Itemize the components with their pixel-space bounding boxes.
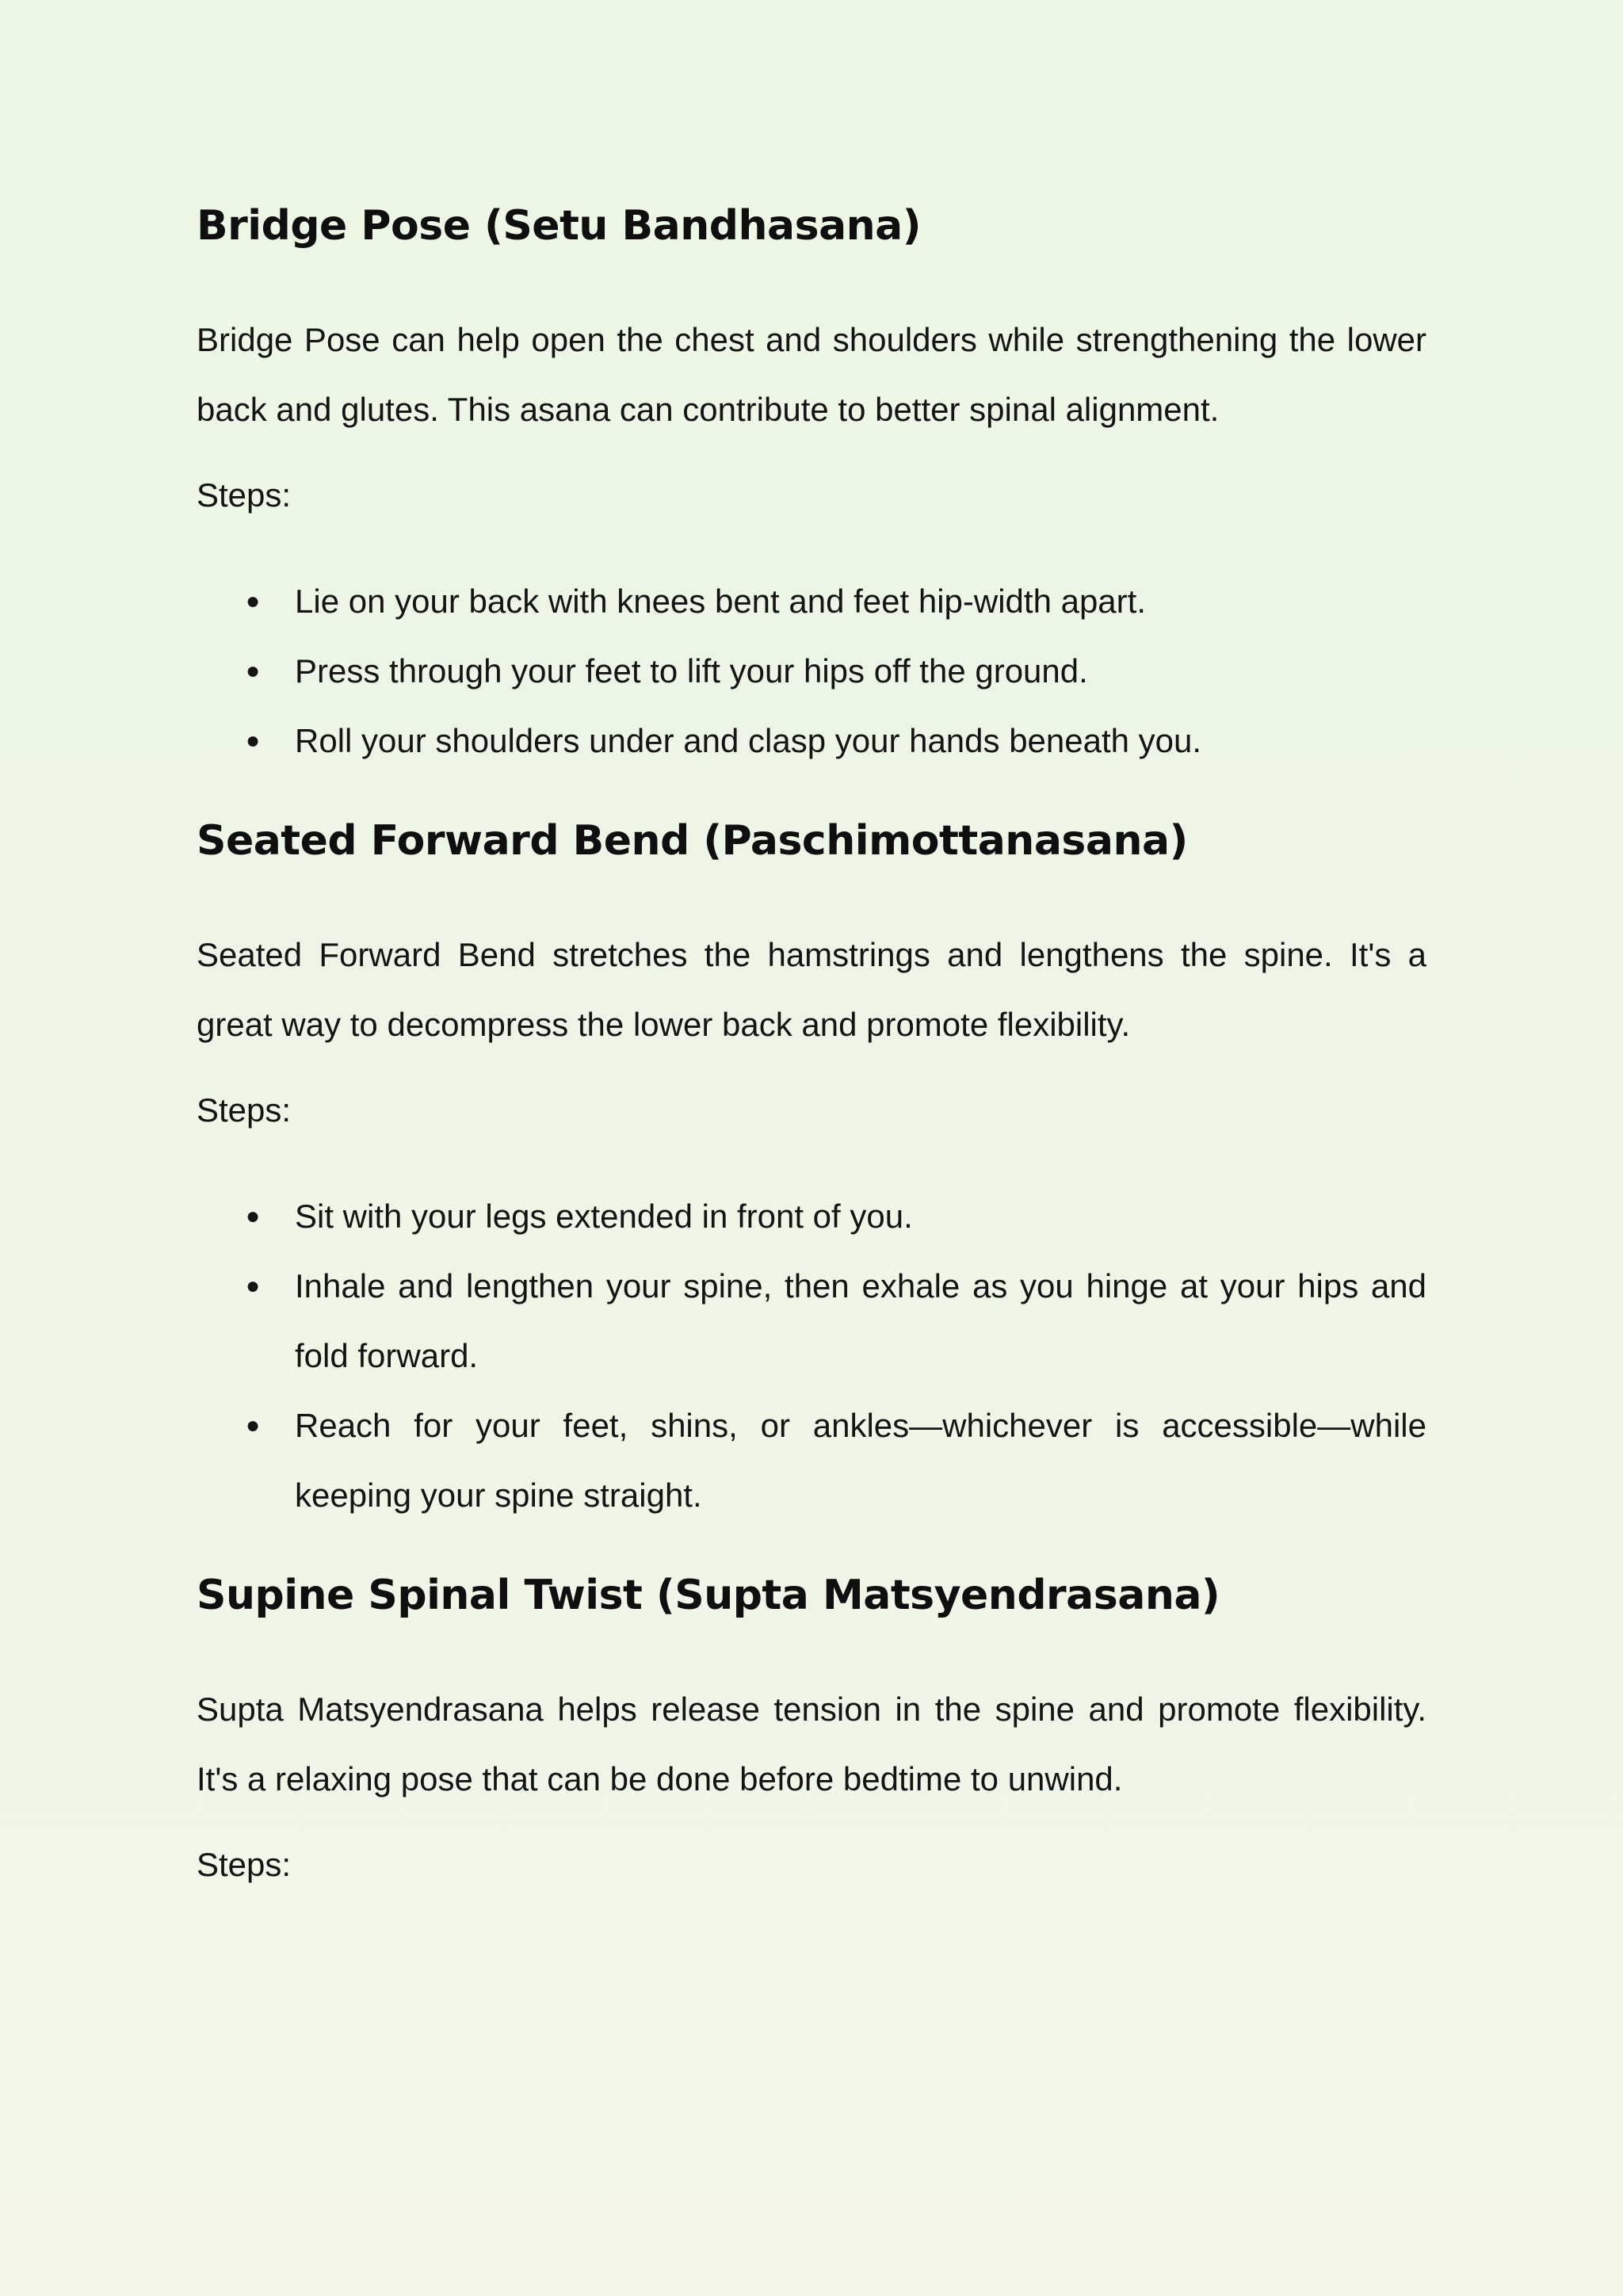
section-bridge-pose (197, 0, 1426, 776)
list-item (197, 1251, 1426, 1391)
bullet-icon: ● (246, 658, 261, 684)
section-description: Bridge Pose can help open the chest and shoulders while strengthening the lower back and glutes. This asana can contribute to better spinal alignment. (197, 321, 1426, 428)
step-text: Inhale and lengthen your spine, then exhale as you hinge at your hips and fold forward. (295, 1267, 1426, 1374)
step-text: Sit with your legs extended in front of you. (295, 1198, 913, 1235)
section-heading: Seated Forward Bend (Paschimottanasana) (197, 817, 1188, 865)
bullet-icon: ● (246, 1273, 261, 1299)
section-description: Supta Matsyendrasana helps release tension in the spine and promote flexibility. It's a relaxing pose that can be done before bedtime to unwind. (197, 1690, 1426, 1797)
steps-label: Steps: (197, 476, 292, 514)
step-text: Roll your shoulders under and clasp your hands beneath you. (295, 722, 1202, 759)
section-heading: Bridge Pose (Setu Bandhasana) (197, 202, 922, 250)
section-description: Seated Forward Bend stretches the hamstrings and lengthens the spine. It's a great way to decompress the lower back and promote flexibility. (197, 936, 1426, 1043)
list-item (197, 567, 1426, 636)
step-text: Press through your feet to lift your hips off the ground. (295, 652, 1088, 690)
bullet-icon: ● (246, 728, 261, 754)
list-item (197, 1391, 1426, 1530)
bullet-icon: ● (246, 1203, 261, 1229)
section-supine-spinal-twist (197, 1570, 1426, 1887)
section-heading: Supine Spinal Twist (Supta Matsyendrasana) (197, 1572, 1220, 1619)
section-seated-forward-bend (197, 816, 1426, 1530)
steps-label: Steps: (197, 1091, 292, 1129)
list-item (197, 706, 1426, 776)
step-text: Lie on your back with knees bent and feet hip-width apart. (295, 583, 1146, 620)
list-item (197, 636, 1426, 706)
list-item (197, 1182, 1426, 1251)
bullet-icon: ● (246, 1412, 261, 1438)
steps-label: Steps: (197, 1846, 292, 1883)
steps-list (197, 567, 1426, 776)
steps-list (197, 1182, 1426, 1530)
bullet-icon: ● (246, 588, 261, 614)
step-text: Reach for your feet, shins, or ankles—whichever is accessible—while keeping your spine straight. (295, 1407, 1426, 1514)
